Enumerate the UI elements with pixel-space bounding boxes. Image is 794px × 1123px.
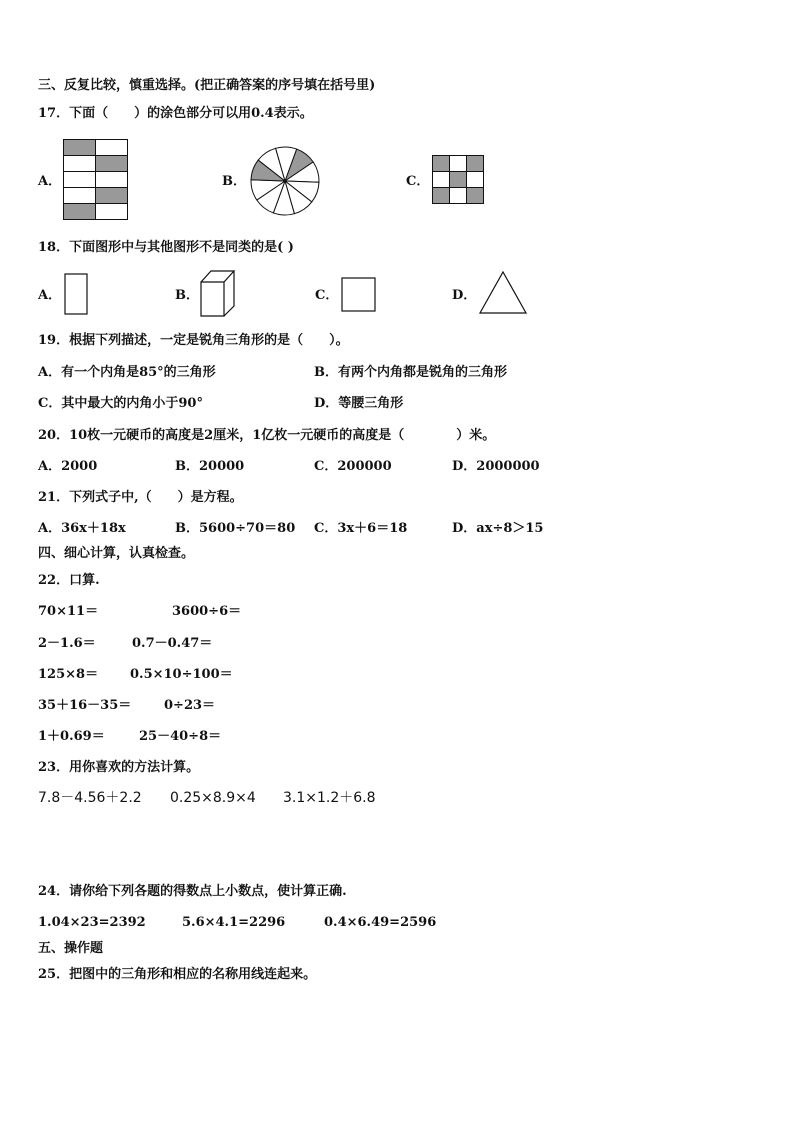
q17-option-c-label: C． [406, 174, 430, 189]
q22-item: 1＋0.69＝ [38, 729, 105, 744]
grid-cell [64, 156, 96, 172]
q21-option-c: C．3x＋6＝18 [314, 521, 408, 536]
grid-cell [96, 204, 128, 220]
q19-stem: 19．根据下列描述，一定是锐角三角形的是（ ）。 [38, 333, 349, 348]
q18-stem: 18．下面图形中与其他图形不是同类的是( ) [38, 240, 294, 255]
q25-stem: 25．把图中的三角形和相应的名称用线连起来。 [38, 967, 317, 982]
q18-triangle-figure [478, 271, 528, 315]
shaded-cell [433, 156, 450, 172]
q22-item: 35＋16－35＝ [38, 698, 132, 713]
q18-option-c-label: C． [315, 288, 339, 303]
grid-cell [450, 156, 467, 172]
q18-option-d-label: D． [452, 288, 477, 303]
section-4-title: 四、细心计算，认真检查。 [38, 546, 195, 561]
grid-cell [96, 172, 128, 188]
q18-cuboid-figure [200, 270, 236, 318]
shaded-cell [64, 140, 96, 156]
q17-stem: 17．下面（ ）的涂色部分可以用0.4表示。 [38, 106, 313, 121]
q22-item: 0.7－0.47＝ [132, 636, 213, 651]
grid-cell [64, 188, 96, 204]
q19-option-c: C．其中最大的内角小于90° [38, 396, 203, 411]
q20-option-d: D．2000000 [452, 459, 540, 474]
q24-expr-3: 0.4×6.49=2596 [324, 915, 437, 930]
grid-cell [467, 172, 484, 188]
q19-option-b: B．有两个内角都是锐角的三角形 [314, 365, 507, 380]
shaded-cell [450, 172, 467, 188]
q17-option-b-label: B． [222, 174, 246, 189]
q17-grid-c-figure [432, 155, 484, 205]
q21-option-b: B．5600÷70＝80 [175, 521, 296, 536]
q23-expr-1: 7.8－4.56＋2.2 [38, 790, 142, 806]
q22-item: 2－1.6＝ [38, 636, 96, 651]
q20-option-b: B．20000 [175, 459, 245, 474]
q22-item: 3600÷6＝ [172, 604, 242, 619]
q17-option-a-label: A． [38, 174, 62, 189]
grid-cell [433, 172, 450, 188]
q22-stem: 22．口算. [38, 573, 100, 588]
q23-expr-3: 3.1×1.2＋6.8 [283, 790, 376, 806]
q22-item: 0÷23＝ [164, 698, 216, 713]
q17-grid-a-figure [63, 139, 129, 221]
shaded-cell [433, 188, 450, 204]
q21-stem: 21．下列式子中,（ ）是方程。 [38, 490, 243, 505]
q24-stem: 24．请你给下列各题的得数点上小数点，使计算正确. [38, 884, 347, 899]
q24-expr-2: 5.6×4.1=2296 [182, 915, 286, 930]
q20-option-a: A．2000 [38, 459, 98, 474]
q20-stem: 20．10枚一元硬币的高度是2厘米，1亿枚一元硬币的高度是（ ）米。 [38, 428, 496, 443]
q22-item: 25－40÷8＝ [139, 729, 222, 744]
q19-option-d: D．等腰三角形 [314, 396, 404, 411]
grid-cell [64, 172, 96, 188]
q19-option-a: A．有一个内角是85°的三角形 [38, 365, 216, 380]
q21-option-d: D．ax÷8＞15 [452, 521, 544, 536]
q20-option-c: C．200000 [314, 459, 392, 474]
q21-option-a: A．36x＋18x [38, 521, 126, 536]
q22-item: 0.5×10÷100＝ [130, 667, 233, 682]
shaded-cell [96, 156, 128, 172]
grid-cell [96, 140, 128, 156]
q17-circle-b-figure [250, 146, 320, 216]
q23-expr-2: 0.25×8.9×4 [170, 790, 256, 806]
section-3-title: 三、反复比较，慎重选择。(把正确答案的序号填在括号里) [38, 78, 376, 93]
q18-rectangle-figure [64, 273, 90, 315]
q22-item: 70×11＝ [38, 604, 99, 619]
q18-option-a-label: A． [38, 288, 62, 303]
q18-square-figure [341, 277, 377, 313]
grid-cell [450, 188, 467, 204]
q22-item: 125×8＝ [38, 667, 99, 682]
shaded-cell [64, 204, 96, 220]
section-5-title: 五、操作题 [38, 941, 104, 956]
shaded-cell [467, 156, 484, 172]
shaded-cell [96, 188, 128, 204]
shaded-cell [467, 188, 484, 204]
q18-option-b-label: B． [175, 288, 199, 303]
q24-expr-1: 1.04×23=2392 [38, 915, 146, 930]
q23-stem: 23．用你喜欢的方法计算。 [38, 760, 200, 775]
